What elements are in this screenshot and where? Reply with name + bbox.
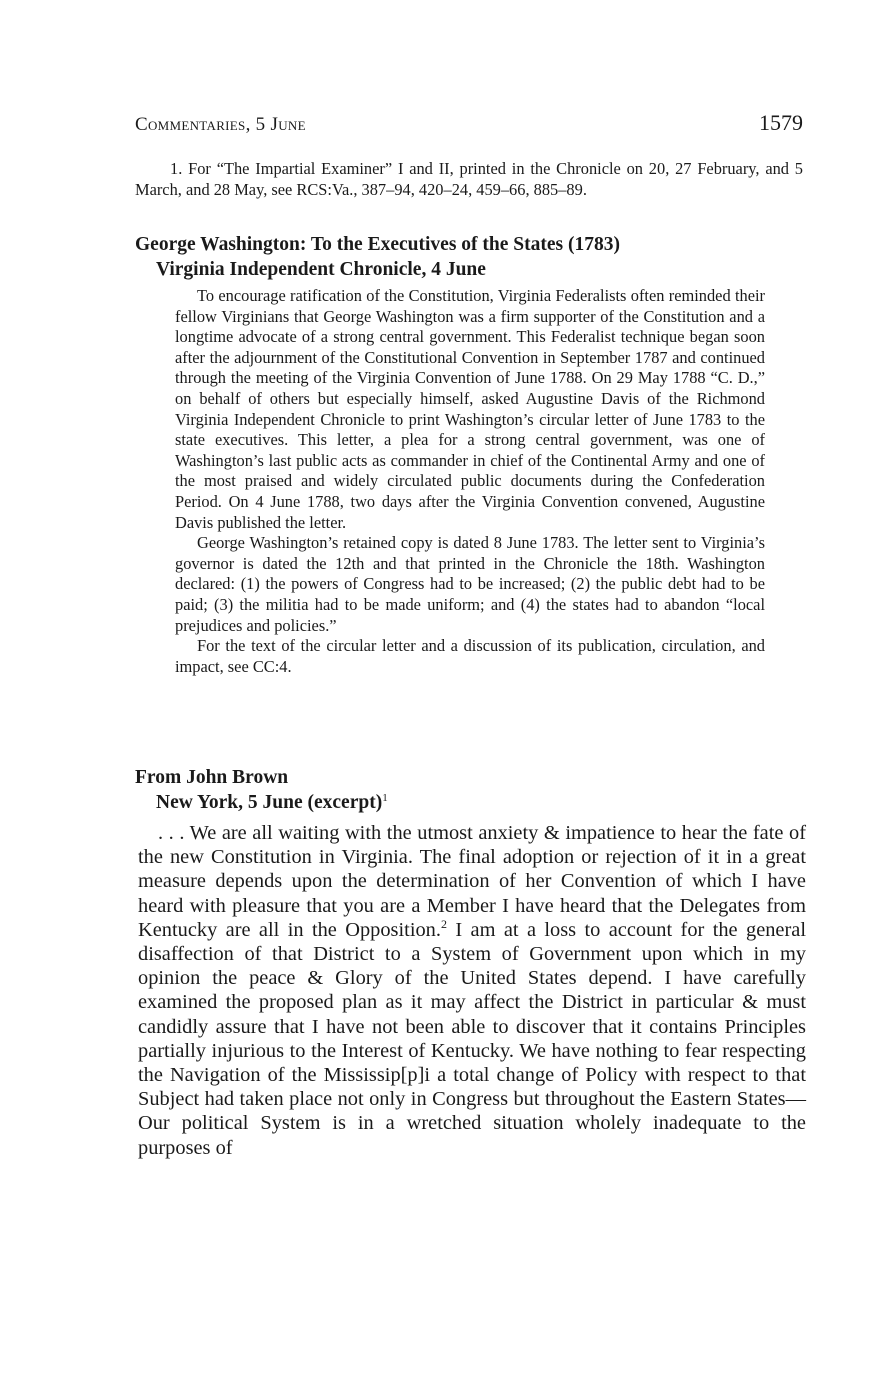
headnote-paragraph: For the text of the circular letter and a discussion of its publication, circulation, and impact, see CC:4. — [175, 636, 765, 676]
footnote-marker: 2 — [440, 916, 447, 931]
headnote-paragraph: To encourage ratification of the Constitution, Virginia Federalists often reminded their fellow Virginians that George Washington was a firm supporter of the Constitution and a longtime advocate of a strong central government. This Federalist technique began soon after the adjournment of the Constitutional Convention in September 1787 and continued through the meeting of the Virginia Convention of June 1788. On 29 May 1788 “C. D.,” on behalf of others but especially himself, asked Augustine Davis of the Richmond Virginia Independent Chronicle to print Washington’s circular letter of June 1783 to the state executives. This letter, a plea for a strong central government, was one of Washington’s last public acts as commander in chief of the Continental Army and one of the most praised and widely circulated public documents during the Confederation Period. On 4 June 1788, two days after the Virginia Convention convened, Augustine Davis published the letter. — [175, 286, 765, 532]
letter-text: . . . We are all waiting with the utmost anxiety & impatience to hear the fate of the new Constitution in Virginia. The final adoption or rejection of it in a great measure depends upon the determination of her Convention of which I have heard with pleasure that you are a Member I have heard that the Delegates from Kentucky are all in the Opposition. — [138, 822, 806, 941]
section-heading-washington — [135, 232, 620, 282]
editorial-headnote — [175, 286, 765, 677]
footnote: 1. For “The Impartial Examiner” I and II, printed in the Chronicle on 20, 27 February, and 5 March, and 28 May, see RCS:Va., 387–94, 420–24, 459–66, 885–89. — [135, 159, 803, 199]
running-head — [135, 110, 803, 140]
letter-text: I am at a loss to account for the general disaffection of that District to a System of Government upon which in my opinion the peace & Glory of the United States depend. I have carefully examined the proposed plan as it may affect the District in particular & must candidly assure that I have not been able to discover that it contains Principles partially injurious to the Interest of Kentucky. We have nothing to fear respecting the Navigation of the Mississip[p]i a total change of Policy with respect to that Subject had taken place not only in Congress but throughout the Eastern States—Our political System is in a wretched situation wholely inadequate to the purposes of — [138, 918, 806, 1159]
section-subtitle — [135, 790, 388, 815]
headnote-paragraph: George Washington’s retained copy is dated 8 June 1783. The letter sent to Virginia’s governor is dated the 12th and that printed in the Chronicle the 18th. Washington declared: (1) the powers of Congress had to be increased; (2) the public debt had to be paid; (3) the militia had to be made uniform; and (4) the states had to abandon “local prejudices and policies.” — [175, 533, 765, 635]
section-title: George Washington: To the Executives of the States (1783) — [135, 234, 620, 255]
letter-body — [138, 821, 806, 1160]
section-subtitle: Virginia Independent Chronicle, 4 June — [156, 259, 486, 280]
footnote-marker: 1 — [382, 792, 388, 804]
page-number: 1579 — [759, 110, 803, 135]
subtitle-text: New York, 5 June (excerpt) — [156, 792, 383, 813]
section-title: From John Brown — [135, 767, 289, 788]
letter-paragraph — [138, 821, 806, 1160]
running-title: Commentaries, 5 June — [135, 114, 306, 135]
section-heading-brown — [135, 765, 388, 815]
